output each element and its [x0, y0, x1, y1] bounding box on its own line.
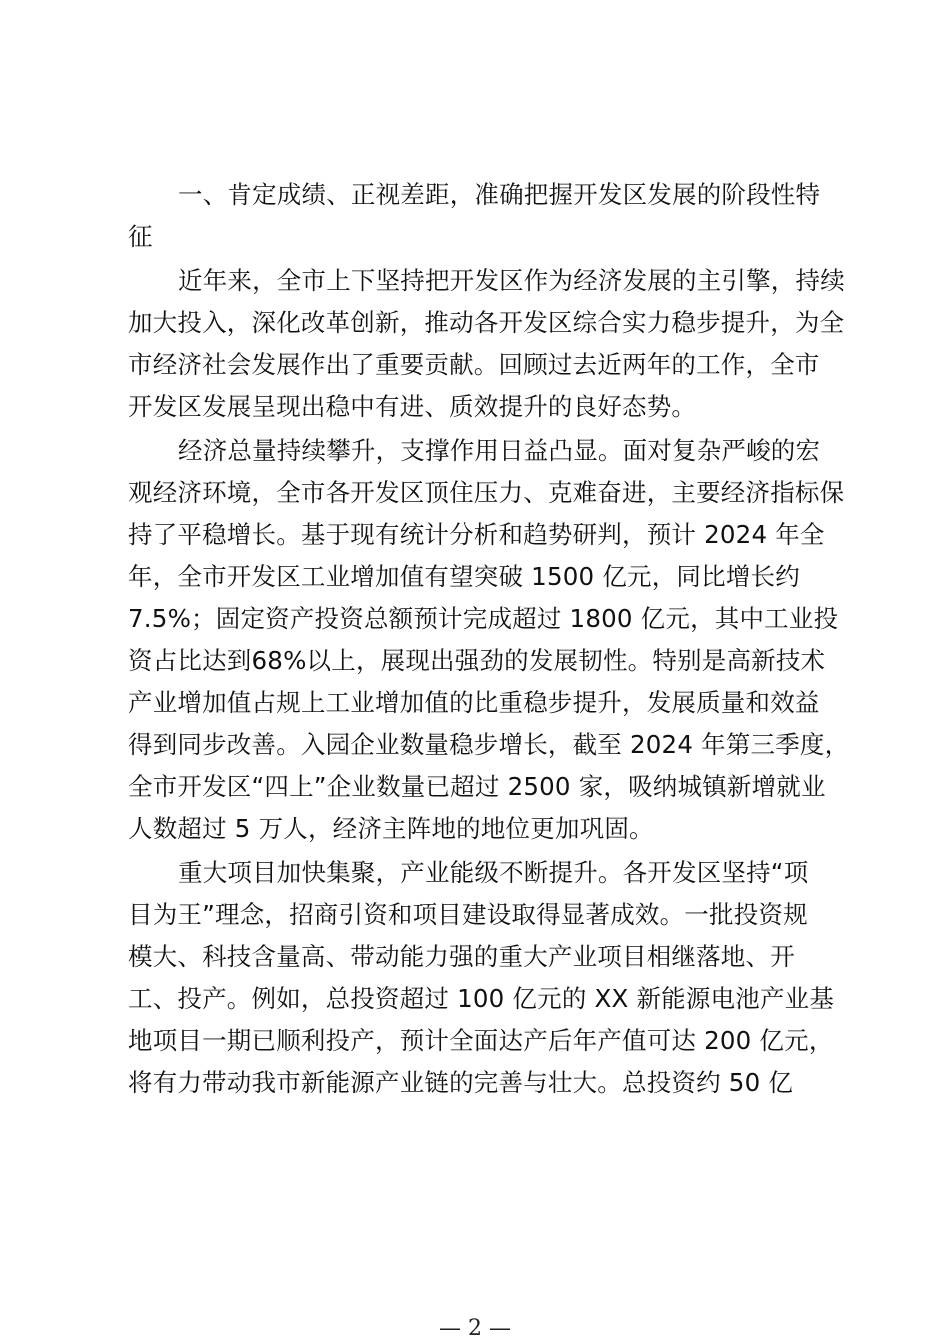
paragraph-3-line-6: 将有力带动我市新能源产业链的完善与壮大。总投资约 50 亿: [128, 1068, 794, 1097]
document-body: [128, 174, 850, 1104]
paragraph-2-line-1: 经济总量持续攀升，支撑作用日益凸显。面对复杂严峻的宏: [178, 436, 821, 465]
paragraph-1-line-2: 加大投入，深化改革创新，推动各开发区综合实力稳步提升，为全: [128, 308, 845, 337]
paragraph-1-line-1: 近年来，全市上下坚持把开发区作为经济发展的主引擎，持续: [178, 266, 845, 295]
paragraph-2-line-4: 年，全市开发区工业增加值有望突破 1500 亿元，同比增长约: [128, 562, 800, 591]
paragraph-3-line-2: 目为王”理念，招商引资和项目建设取得显著成效。一批投资规: [128, 900, 808, 929]
paragraph-2-line-9: 全市开发区“四上”企业数量已超过 2500 家，吸纳城镇新增就业: [128, 772, 826, 801]
paragraph-2-line-8: 得到同步改善。入园企业数量稳步增长，截至 2024 年第三季度，: [128, 730, 850, 759]
section-heading-line-1: 一、肯定成绩、正视差距，准确把握开发区发展的阶段性特: [178, 180, 821, 209]
paragraph-2-line-3: 持了平稳增长。基于现有统计分析和趋势研判，预计 2024 年全: [128, 520, 825, 549]
paragraph-1-line-4: 开发区发展呈现出稳中有进、质效提升的良好态势。: [128, 392, 697, 421]
paragraph-3-line-5: 地项目一期已顺利投产，预计全面达产后年产值可达 200 亿元，: [128, 1026, 834, 1055]
page-number: — 2 —: [439, 1316, 511, 1341]
paragraph-3-line-1: 重大项目加快集聚，产业能级不断提升。各开发区坚持“项: [178, 858, 809, 887]
paragraph-2-line-7: 产业增加值占规上工业增加值的比重稳步提升，发展质量和效益: [128, 688, 820, 717]
paragraph-1-line-3: 市经济社会发展作出了重要贡献。回顾过去近两年的工作，全市: [128, 350, 820, 379]
paragraph-2-line-2: 观经济环境，全市各开发区顶住压力、克难奋进，主要经济指标保: [128, 478, 845, 507]
paragraph-2-line-5: 7.5%；固定资产投资总额预计完成超过 1800 亿元，其中工业投: [128, 604, 839, 633]
paragraph-2-line-6: 资占比达到68%以上，展现出强劲的发展韧性。特别是高新技术: [128, 646, 826, 675]
paragraph-3-line-4: 工、投产。例如，总投资超过 100 亿元的 XX 新能源电池产业基: [128, 984, 835, 1013]
paragraph-2-line-10: 人数超过 5 万人，经济主阵地的地位更加巩固。: [128, 814, 654, 843]
section-heading-line-2: 征: [128, 222, 153, 251]
paragraph-3-line-3: 模大、科技含量高、带动能力强的重大产业项目相继落地、开: [128, 942, 795, 971]
